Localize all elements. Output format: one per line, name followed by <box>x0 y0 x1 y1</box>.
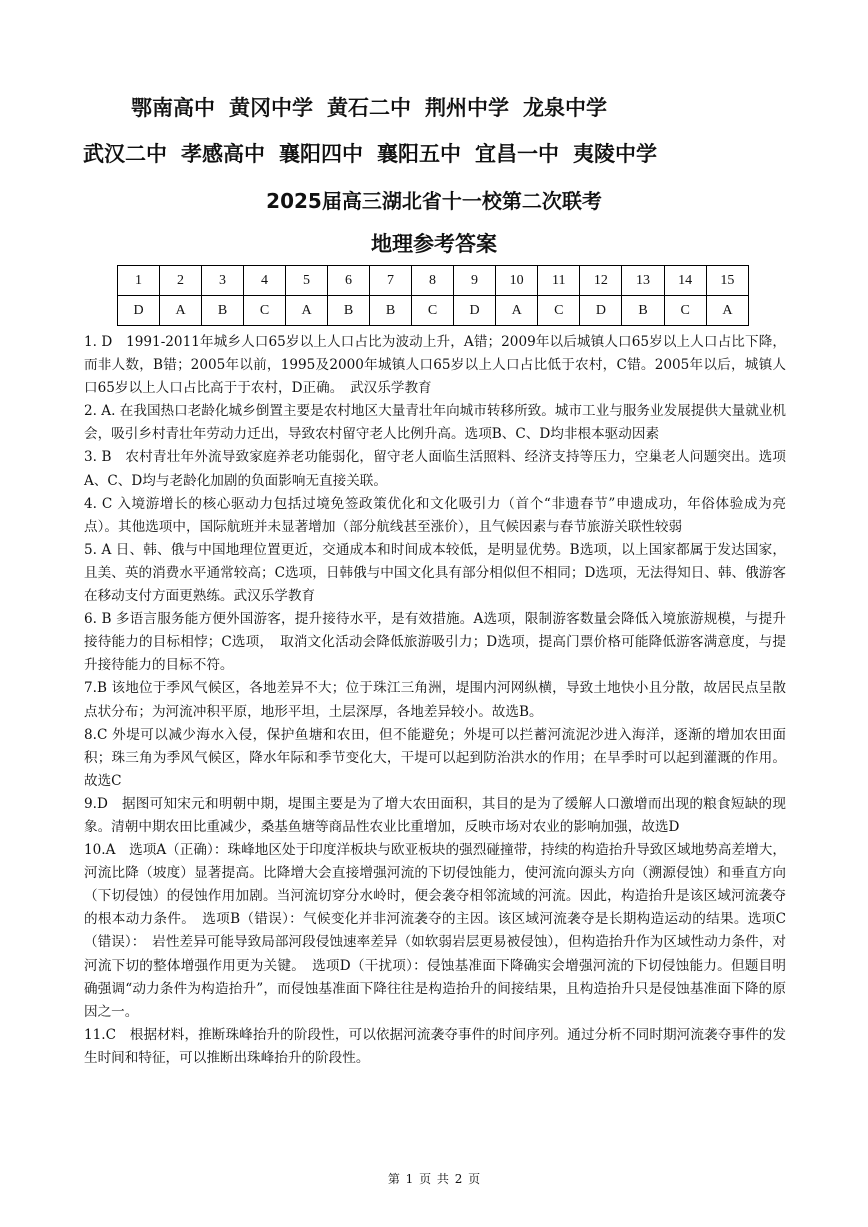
school-name: 鄂南高中 <box>131 96 215 120</box>
exam-title: 2025届高三湖北省十一校第二次联考 <box>266 189 602 213</box>
explanation-4: 4. C 入境游增长的核心驱动力包括过境免签政策优化和文化吸引力（首个“非遗春节”申遗成功，年俗体验成为亮点）。其他选项中，国际航班并未显著增加（部分航线甚至涨价），且气候因素与春节旅游关联性较弱 <box>84 495 786 535</box>
question-number: 14 <box>664 266 706 296</box>
school-name: 宜昌一中 <box>475 142 559 166</box>
question-number: 3 <box>202 266 244 296</box>
page-number: 第 1 页 共 2 页 <box>387 1172 481 1186</box>
school-list-row-2 <box>83 138 868 168</box>
question-number: 9 <box>454 266 496 296</box>
explanation-7: 7.B 该地位于季风气候区，各地差异不大；位于珠江三角洲，堤围内河网纵横，导致土地快小且分散，故居民点呈散点状分布；为河流冲积平原，地形平坦，土层深厚，各地差异较小。故选B。 <box>84 680 786 720</box>
explanation-9: 9.D 据图可知宋元和明朝中期，堤围主要是为了增大农田面积，其目的是为了缓解人口激增而出现的粮食短缺的现象。清朝中期农田比重减少，桑基鱼塘等商品性农业比重增加，反映市场对农业的影响加强，故选D <box>84 795 786 835</box>
answer-cell: B <box>202 296 244 326</box>
answer-cell: D <box>118 296 160 326</box>
answer-cell: A <box>706 296 748 326</box>
school-name: 襄阳四中 <box>279 142 363 166</box>
answer-cell: A <box>286 296 328 326</box>
school-name: 孝感高中 <box>181 142 265 166</box>
school-name: 黄冈中学 <box>229 96 313 120</box>
question-number: 13 <box>622 266 664 296</box>
school-name: 襄阳五中 <box>377 142 461 166</box>
explanation-10: 10.A 选项A（正确）：珠峰地区处于印度洋板块与欧亚板块的强烈碰撞带，持续的构造抬升导致区域地势高差增大，河流比降（坡度）显著提高。比降增大会直接增强河流的下切侵蚀能力，使河流向源头方向（溯源侵蚀）和垂直方向（下切侵蚀）的侵蚀作用加剧。当河流切穿分水岭时，便会袭夺相邻流域的河流。因此，构造抬升是该区域河流袭夺的根本动力条件。 选项B（错误）：气候变化并非河流袭夺的主因。该区域河流袭夺是长期构造运动的结果。选项C（错误）： 岩性差异可能导致局部河段侵蚀速率差异（如软弱岩层更易被侵蚀），但构造抬升作为区域性动力条件，对河流下切的整体增强作用更为关键。 选项D（干扰项）：侵蚀基准面下降确实会增强河流的下切侵蚀能力。但题目明确强调“动力条件为构造抬升”，而侵蚀基准面下降往往是构造抬升的间接结果，且构造抬升只是侵蚀基准面下降的原因之一。 <box>84 842 786 1020</box>
answer-cell: B <box>622 296 664 326</box>
answer-cell: A <box>160 296 202 326</box>
question-number: 8 <box>412 266 454 296</box>
answer-table <box>117 265 749 326</box>
question-number: 1 <box>118 266 160 296</box>
explanation-2: 2. A. 在我国热口老龄化城乡倒置主要是农村地区大量青壮年向城市转移所致。城市工业与服务业发展提供大量就业机会，吸引乡村青壮年劳动力迁出，导致农村留守老人比例升高。选项B、C、D均非根本驱动因素 <box>84 403 786 443</box>
question-number: 10 <box>496 266 538 296</box>
question-number: 15 <box>706 266 748 296</box>
question-number: 12 <box>580 266 622 296</box>
answer-row <box>118 296 749 326</box>
question-number: 2 <box>160 266 202 296</box>
answer-cell: C <box>412 296 454 326</box>
school-name: 武汉二中 <box>83 142 167 166</box>
explanation-8: 8.C 外堤可以减少海水入侵，保护鱼塘和农田，但不能避免；外堤可以拦蓄河流泥沙进入海洋，逐渐的增加农田面积；珠三角为季风气候区，降水年际和季节变化大，干堤可以起到防治洪水的作用；在旱季时可以起到灌溉的作用。故选C <box>84 726 786 789</box>
question-number: 4 <box>244 266 286 296</box>
explanation-6: 6. B 多语言服务能方便外国游客，提升接待水平，是有效措施。A选项，限制游客数量会降低入境旅游规模，与提升接待能力的目标相悖；C选项， 取消文化活动会降低旅游吸引力；D选项，提高门票价格可能降低游客满意度，与提升接待能力的目标不符。 <box>84 611 786 674</box>
school-name: 夷陵中学 <box>573 142 657 166</box>
question-number: 11 <box>538 266 580 296</box>
answer-key-title: 地理参考答案 <box>371 232 497 256</box>
answer-cell: C <box>244 296 286 326</box>
explanation-11: 11.C 根据材料，推断珠峰抬升的阶段性，可以依据河流袭夺事件的时间序列。通过分析不同时期河流袭夺事件的发生时间和特征，可以推断出珠峰抬升的阶段性。 <box>84 1026 786 1066</box>
answer-cell: B <box>370 296 412 326</box>
explanation-1: 1. D 1991-2011年城乡人口65岁以上人口占比为波动上升，A错；2009年以后城镇人口65岁以上人口占比下降，而非人数，B错；2005年以前，1995及2000年城镇人口65岁以上人口占比低于农村，C错。2005年以后，城镇人口65岁以上人口占比高于于农村，D正确。 武汉乐学教育 <box>84 334 786 397</box>
answer-cell: D <box>580 296 622 326</box>
answer-cell: C <box>538 296 580 326</box>
question-number: 6 <box>328 266 370 296</box>
school-name: 龙泉中学 <box>523 96 607 120</box>
school-name: 黄石二中 <box>327 96 411 120</box>
explanations <box>84 331 786 1070</box>
explanation-3: 3. B 农村青壮年外流导致家庭养老功能弱化，留守老人面临生活照料、经济支持等压力，空巢老人问题突出。选项A、C、D均与老龄化加剧的负面影响无直接关联。 <box>84 449 786 489</box>
question-number: 5 <box>286 266 328 296</box>
question-number-row <box>118 266 749 296</box>
school-list-row-1 <box>131 92 868 122</box>
answer-cell: A <box>496 296 538 326</box>
answer-cell: D <box>454 296 496 326</box>
school-name: 荆州中学 <box>425 96 509 120</box>
explanation-5: 5. A 日、韩、俄与中国地理位置更近，交通成本和时间成本较低，是明显优势。B选项，以上国家都属于发达国家，且美、英的消费水平通常较高；C选项，日韩俄与中国文化具有部分相似但不相同；D选项，无法得知日、韩、俄游客在移动支付方面更熟练。武汉乐学教育 <box>84 541 786 605</box>
answer-cell: C <box>664 296 706 326</box>
answer-cell: B <box>328 296 370 326</box>
question-number: 7 <box>370 266 412 296</box>
